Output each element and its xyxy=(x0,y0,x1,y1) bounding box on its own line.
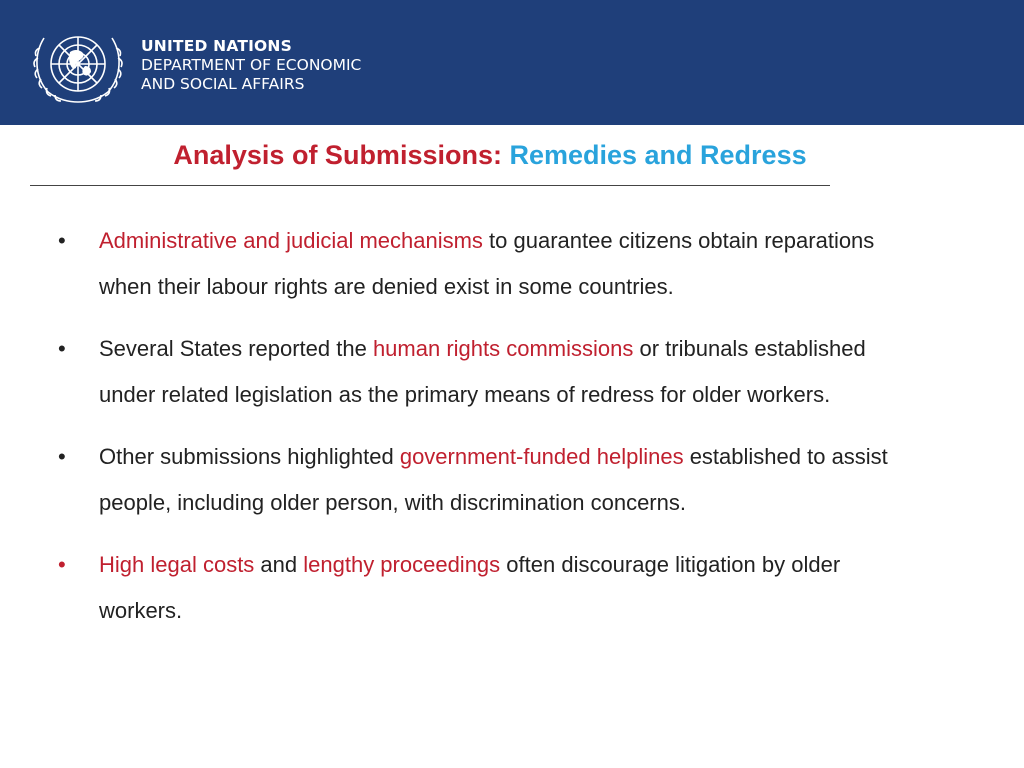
body-text: often discourage litigation by older workers. xyxy=(99,552,841,623)
bullet-text xyxy=(99,542,919,634)
title-divider xyxy=(30,185,830,186)
list-item xyxy=(0,326,1024,418)
body-text: or tribunals established under related legislation as the primary means of redress for older workers. xyxy=(99,336,866,407)
body-text: and xyxy=(254,552,304,577)
list-item xyxy=(0,434,1024,526)
org-name xyxy=(141,37,361,94)
bullet-text xyxy=(99,326,919,418)
slide-title-part2: Remedies and Redress xyxy=(509,140,807,170)
highlight-text: lengthy proceedings xyxy=(303,552,501,577)
slide-title xyxy=(0,140,980,171)
org-line-2: DEPARTMENT OF ECONOMIC xyxy=(141,56,362,74)
body-text: established to assist people, including older person, with discrimination concerns. xyxy=(99,444,888,515)
bullet-marker: • xyxy=(58,228,66,253)
org-line-1: UNITED NATIONS xyxy=(141,37,292,55)
bullet-text xyxy=(99,218,919,310)
body-text: to guarantee citizens obtain reparations when their labour rights are denied exist in some countries. xyxy=(99,228,875,299)
bullet-marker: • xyxy=(58,444,66,469)
slide-title-part1: Analysis of Submissions: xyxy=(173,140,510,170)
body-text: Several States reported the xyxy=(99,336,373,361)
highlight-text: High legal costs xyxy=(99,552,255,577)
bullet-text xyxy=(99,434,919,526)
bullet-list xyxy=(0,218,1024,650)
header-banner xyxy=(0,0,1024,125)
org-line-3: AND SOCIAL AFFAIRS xyxy=(141,75,305,93)
list-item xyxy=(0,218,1024,310)
highlight-text: human rights commissions xyxy=(372,336,634,361)
highlight-text: government-funded helplines xyxy=(399,444,684,469)
list-item xyxy=(0,542,1024,634)
highlight-text: Administrative and judicial mechanisms xyxy=(99,228,483,253)
un-emblem-icon xyxy=(30,26,126,104)
bullet-marker: • xyxy=(58,336,66,361)
body-text: Other submissions highlighted xyxy=(99,444,400,469)
bullet-marker: • xyxy=(58,552,66,577)
